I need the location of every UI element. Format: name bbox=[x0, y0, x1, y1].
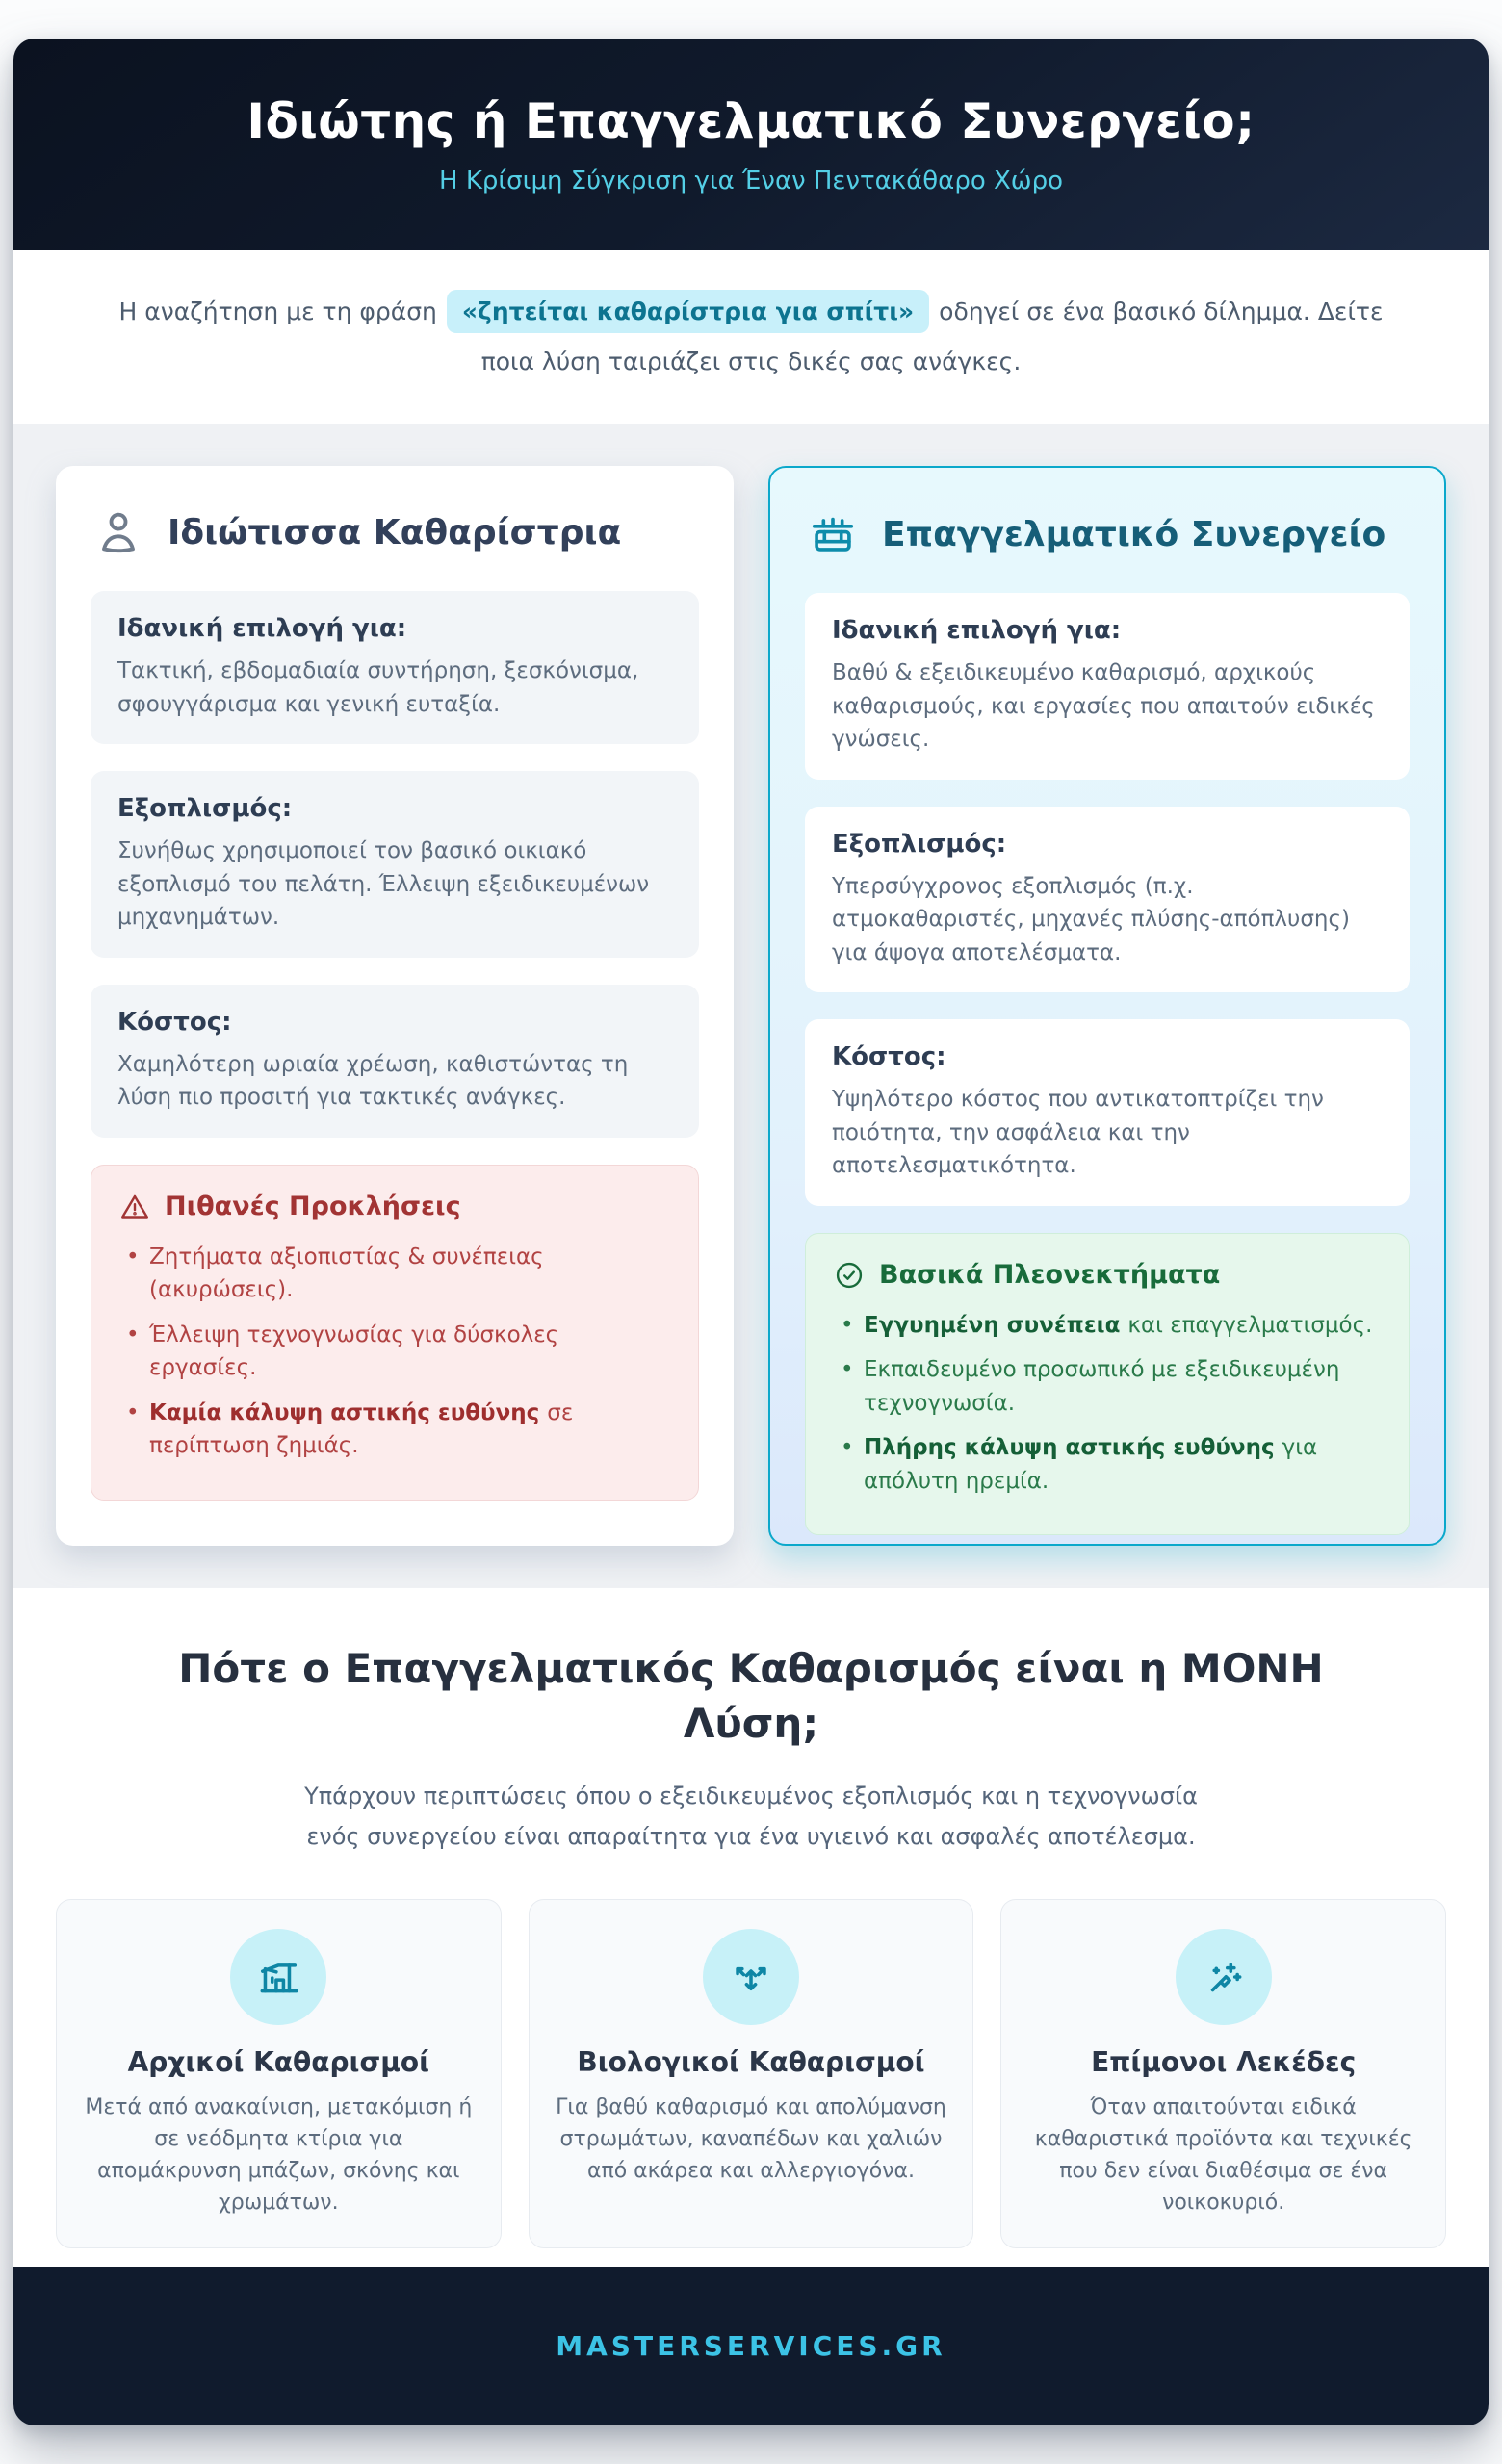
icon-circle bbox=[1176, 1929, 1272, 2025]
use-case-body: Όταν απαιτούνται ειδικά καθαριστικά προϊόντα και τεχνικές που δεν είναι διαθέσιμα σε ένα νοικοκυριό. bbox=[1034, 2095, 1412, 2216]
use-case-bio-cleanings bbox=[529, 1899, 974, 2248]
icon-circle bbox=[230, 1929, 326, 2025]
advantages-title: Βασικά Πλεονεκτήματα bbox=[879, 1260, 1221, 1290]
use-case-stubborn-stains bbox=[1000, 1899, 1446, 2248]
pro-ideal-box bbox=[805, 593, 1410, 780]
intro-text-before: Η αναζήτηση με τη φράση bbox=[118, 296, 437, 325]
challenge-item bbox=[118, 1397, 671, 1463]
exclusive-section bbox=[13, 1588, 1489, 2267]
advantage-text: Εκπαιδευμένο προσωπικό με εξειδικευμένη τεχνογνωσία. bbox=[864, 1357, 1340, 1416]
challenge-text: Έλλειψη τεχνογνωσίας για δύσκολες εργασίες. bbox=[149, 1322, 559, 1380]
challenges-list bbox=[118, 1241, 671, 1463]
search-phrase-highlight: «ζητείται καθαρίστρια για σπίτι» bbox=[447, 290, 929, 333]
challenges-title-row bbox=[118, 1191, 671, 1223]
challenge-bold: Καμία κάλυψη αστικής ευθύνης bbox=[149, 1399, 540, 1425]
page-title: Ιδιώτης ή Επαγγελματικό Συνεργείο; bbox=[246, 93, 1256, 149]
use-case-title: Βιολογικοί Καθαρισμοί bbox=[577, 2046, 925, 2079]
exclusive-subtitle: Υπάρχουν περιπτώσεις όπου ο εξειδικευμένος εξοπλισμός και η τεχνογνωσία ενός συνεργείου είναι απαραίτητα για ένα υγιεινό και ασφαλές αποτέλεσμα. bbox=[304, 1783, 1198, 1851]
info-heading: Κόστος: bbox=[117, 1007, 232, 1037]
info-body: Υπερσύγχρονος εξοπλισμός (π.χ. ατμοκαθαριστές, μηχανές πλύσης-απόπλυσης) για άψογα αποτελέσματα. bbox=[832, 873, 1350, 965]
exclusive-title: Πότε ο Επαγγελματικός Καθαρισμός είναι η ΜΟΝΗ Λύση; bbox=[178, 1645, 1324, 1747]
use-case-title: Αρχικοί Καθαρισμοί bbox=[127, 2046, 430, 2079]
page-subtitle: Η Κρίσιμη Σύγκριση για Έναν Πεντακάθαρο Χώρο bbox=[439, 167, 1063, 195]
professional-crew-card bbox=[768, 466, 1446, 1546]
advantage-text: για απόλυτη ηρεμία. bbox=[864, 1435, 1318, 1494]
info-body: Υψηλότερο κόστος που αντικατοπτρίζει την ποιότητα, την ασφάλεια και την αποτελεσματικότητα. bbox=[832, 1087, 1324, 1178]
challenges-callout bbox=[91, 1165, 699, 1501]
private-card-title: Ιδιώτισσα Καθαρίστρια bbox=[168, 512, 622, 552]
info-heading: Ιδανική επιλογή για: bbox=[117, 614, 407, 643]
challenge-item bbox=[118, 1241, 671, 1307]
hero-header bbox=[13, 38, 1489, 250]
icon-circle bbox=[703, 1929, 799, 2025]
use-case-body: Μετά από ανακαίνιση, μετακόμιση ή σε νεόδμητα κτίρια για απομάκρυνση μπάζων, σκόνης και χρωμάτων. bbox=[85, 2095, 473, 2216]
challenge-text: σε περίπτωση ζημιάς. bbox=[149, 1399, 574, 1458]
private-card-header bbox=[91, 504, 699, 560]
intro-text-after: οδηγεί σε ένα βασικό δίλημμα. Δείτε ποια λύση ταιριάζει στις δικές σας ανάγκες. bbox=[480, 296, 1384, 375]
pro-cost-box bbox=[805, 1019, 1410, 1206]
info-body: Συνήθως χρησιμοποιεί τον βασικό οικιακό εξοπλισμό του πελάτη. Έλλειψη εξειδικευμένων μηχανημάτων. bbox=[117, 838, 650, 930]
infographic-page bbox=[13, 38, 1489, 2426]
advantage-text: και επαγγελματισμός. bbox=[1127, 1312, 1373, 1338]
advantage-bold: Εγγυημένη συνέπεια bbox=[864, 1312, 1121, 1338]
intro-text bbox=[110, 287, 1392, 388]
advantages-list bbox=[833, 1309, 1382, 1499]
info-body: Βαθύ & εξειδικευμένο καθαρισμό, αρχικούς καθαρισμούς, και εργασίες που απαιτούν ειδικές γνώσεις. bbox=[832, 660, 1375, 752]
deep-clean-arrows-icon bbox=[727, 1953, 775, 2001]
info-heading: Εξοπλισμός: bbox=[832, 829, 1007, 859]
use-case-body: Για βαθύ καθαρισμό και απολύμανση στρωμάτων, καναπέδων και χαλιών από ακάρεα και αλλεργιογόνα. bbox=[556, 2095, 946, 2184]
advantages-callout bbox=[805, 1233, 1410, 1536]
info-heading: Εξοπλισμός: bbox=[117, 794, 293, 823]
use-case-title: Επίμονοι Λεκέδες bbox=[1091, 2046, 1357, 2079]
advantage-item bbox=[833, 1431, 1382, 1498]
info-body: Τακτική, εβδομαδιαία συντήρηση, ξεσκόνισμα, σφουγγάρισμα και γενική ευταξία. bbox=[117, 658, 639, 717]
info-heading: Κόστος: bbox=[832, 1042, 946, 1071]
info-heading: Ιδανική επιλογή για: bbox=[832, 616, 1122, 645]
private-cost-box bbox=[91, 985, 699, 1138]
pro-equipment-box bbox=[805, 807, 1410, 993]
use-case-initial-cleanings bbox=[56, 1899, 502, 2248]
pro-card-title: Επαγγελματικό Συνεργείο bbox=[882, 514, 1386, 554]
advantage-item bbox=[833, 1353, 1382, 1420]
cleaning-machine-icon bbox=[805, 506, 861, 562]
warning-icon bbox=[118, 1191, 151, 1223]
intro-section bbox=[13, 250, 1489, 424]
private-equipment-box bbox=[91, 771, 699, 958]
advantage-item bbox=[833, 1309, 1382, 1343]
challenges-title: Πιθανές Προκλήσεις bbox=[165, 1192, 461, 1221]
challenge-text: Ζητήματα αξιοπιστίας & συνέπειας (ακυρώσεις). bbox=[149, 1244, 544, 1302]
advantages-title-row bbox=[833, 1259, 1382, 1292]
comparison-section bbox=[13, 424, 1489, 1588]
footer-brand: MASTERSERVICES.GR bbox=[556, 2330, 946, 2362]
private-cleaner-card bbox=[56, 466, 734, 1546]
challenge-item bbox=[118, 1319, 671, 1385]
renovation-icon bbox=[254, 1953, 302, 2001]
info-body: Χαμηλότερη ωριαία χρέωση, καθιστώντας τη λύση πιο προσιτή για τακτικές ανάγκες. bbox=[117, 1051, 629, 1110]
advantage-bold: Πλήρης κάλυψη αστικής ευθύνης bbox=[864, 1435, 1275, 1460]
check-circle-icon bbox=[833, 1259, 866, 1292]
private-ideal-box bbox=[91, 591, 699, 744]
pro-card-header bbox=[805, 506, 1410, 562]
use-case-grid bbox=[56, 1899, 1446, 2248]
stain-wand-icon bbox=[1200, 1953, 1248, 2001]
footer bbox=[13, 2267, 1489, 2426]
person-icon bbox=[91, 504, 146, 560]
